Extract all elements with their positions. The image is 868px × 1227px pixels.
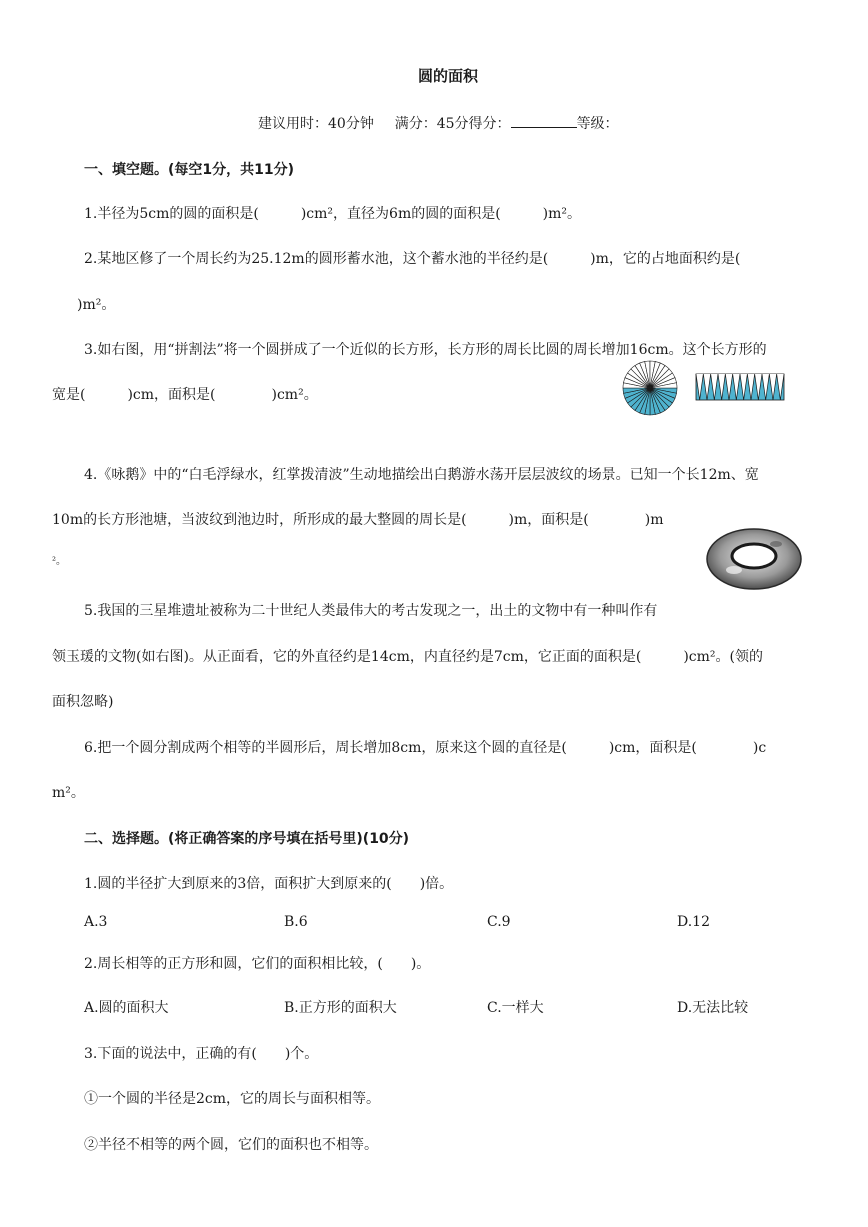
statement-1: ①一个圆的半径是2cm，它的周长与面积相等。	[84, 1091, 381, 1107]
question-3-line-2: 宽是( )cm，面积是( )cm²。	[52, 387, 318, 403]
question-6-line-1: 6.把一个圆分割成两个相等的半圆形后，周长增加8cm，原来这个圆的直径是( )cm，面积是( )c	[84, 740, 767, 756]
choice-1-option-b[interactable]: B.6	[284, 914, 308, 930]
question-2-line-1: 2.某地区修了一个周长约为25.12m的圆形蓄水池，这个蓄水池的半径约是( )m，它的占地面积约是(	[84, 251, 741, 267]
question-5-line-1: 5.我国的三星堆遗址被称为二十世纪人类最伟大的考古发现之一，出土的文物中有一种叫作有	[84, 603, 658, 619]
choice-question-1: 1.圆的半径扩大到原来的3倍，面积扩大到原来的( )倍。	[84, 876, 454, 892]
question-4-line-2: 10m的长方形池塘，当波纹到池边时，所形成的最大整圆的周长是( )m，面积是( )m	[52, 512, 664, 528]
choice-2-option-b[interactable]: B.正方形的面积大	[284, 1000, 397, 1016]
question-6-line-2: m²。	[52, 785, 85, 801]
section-choice-header: 二、选择题。(将正确答案的序号填在括号里)(10分)	[84, 831, 410, 847]
section-fill-blank-header: 一、填空题。(每空1分，共11分)	[84, 162, 295, 178]
cut-circle-figure	[620, 358, 790, 418]
question-5-line-3: 面积忽略)	[52, 694, 114, 710]
zigzag-rectangle-icon	[696, 374, 784, 400]
question-4-line-1: 4.《咏鹅》中的“白毛浮绿水，红掌拨清波”生动地描绘出白鹅游水荡开层层波纹的场景。已知一个长12m、宽	[84, 467, 759, 483]
choice-2-option-d[interactable]: D.无法比较	[677, 1000, 749, 1016]
question-2-line-2: )m²。	[77, 297, 116, 313]
sectored-circle-icon	[623, 361, 677, 415]
choice-1-option-a[interactable]: A.3	[84, 914, 108, 930]
exam-meta	[258, 113, 619, 134]
grade-label: 等级：	[576, 116, 619, 132]
question-3-line-1: 3.如右图，用“拼割法”将一个圆拼成了一个近似的长方形，长方形的周长比圆的周长增加16cm。这个长方形的	[84, 342, 767, 358]
choice-2-option-c[interactable]: C.一样大	[487, 1000, 544, 1016]
suggested-time: 建议用时：40分钟	[258, 116, 374, 132]
statement-2: ②半径不相等的两个圆，它们的面积也不相等。	[84, 1137, 378, 1153]
question-1: 1.半径为5cm的圆的面积是( )cm²，直径为6m的圆的面积是( )m²。	[84, 206, 582, 222]
choice-question-3: 3.下面的说法中，正确的有( )个。	[84, 1046, 319, 1062]
jade-ring-image	[704, 522, 804, 592]
page-title: 圆的面积	[418, 67, 479, 85]
full-score: 满分：45分得分：	[394, 116, 511, 132]
choice-1-option-d[interactable]: D.12	[677, 914, 710, 930]
choice-1-option-c[interactable]: C.9	[487, 914, 511, 930]
question-4-line-3: ²。	[52, 556, 67, 567]
score-blank[interactable]	[511, 113, 577, 128]
choice-question-2: 2.周长相等的正方形和圆，它们的面积相比较，( )。	[84, 956, 431, 972]
choice-2-option-a[interactable]: A.圆的面积大	[84, 1000, 169, 1016]
question-5-line-2: 领玉瑗的文物(如右图)。从正面看，它的外直径约是14cm，内直径约是7cm，它正面的面积是( )cm²。(领的	[52, 649, 763, 665]
